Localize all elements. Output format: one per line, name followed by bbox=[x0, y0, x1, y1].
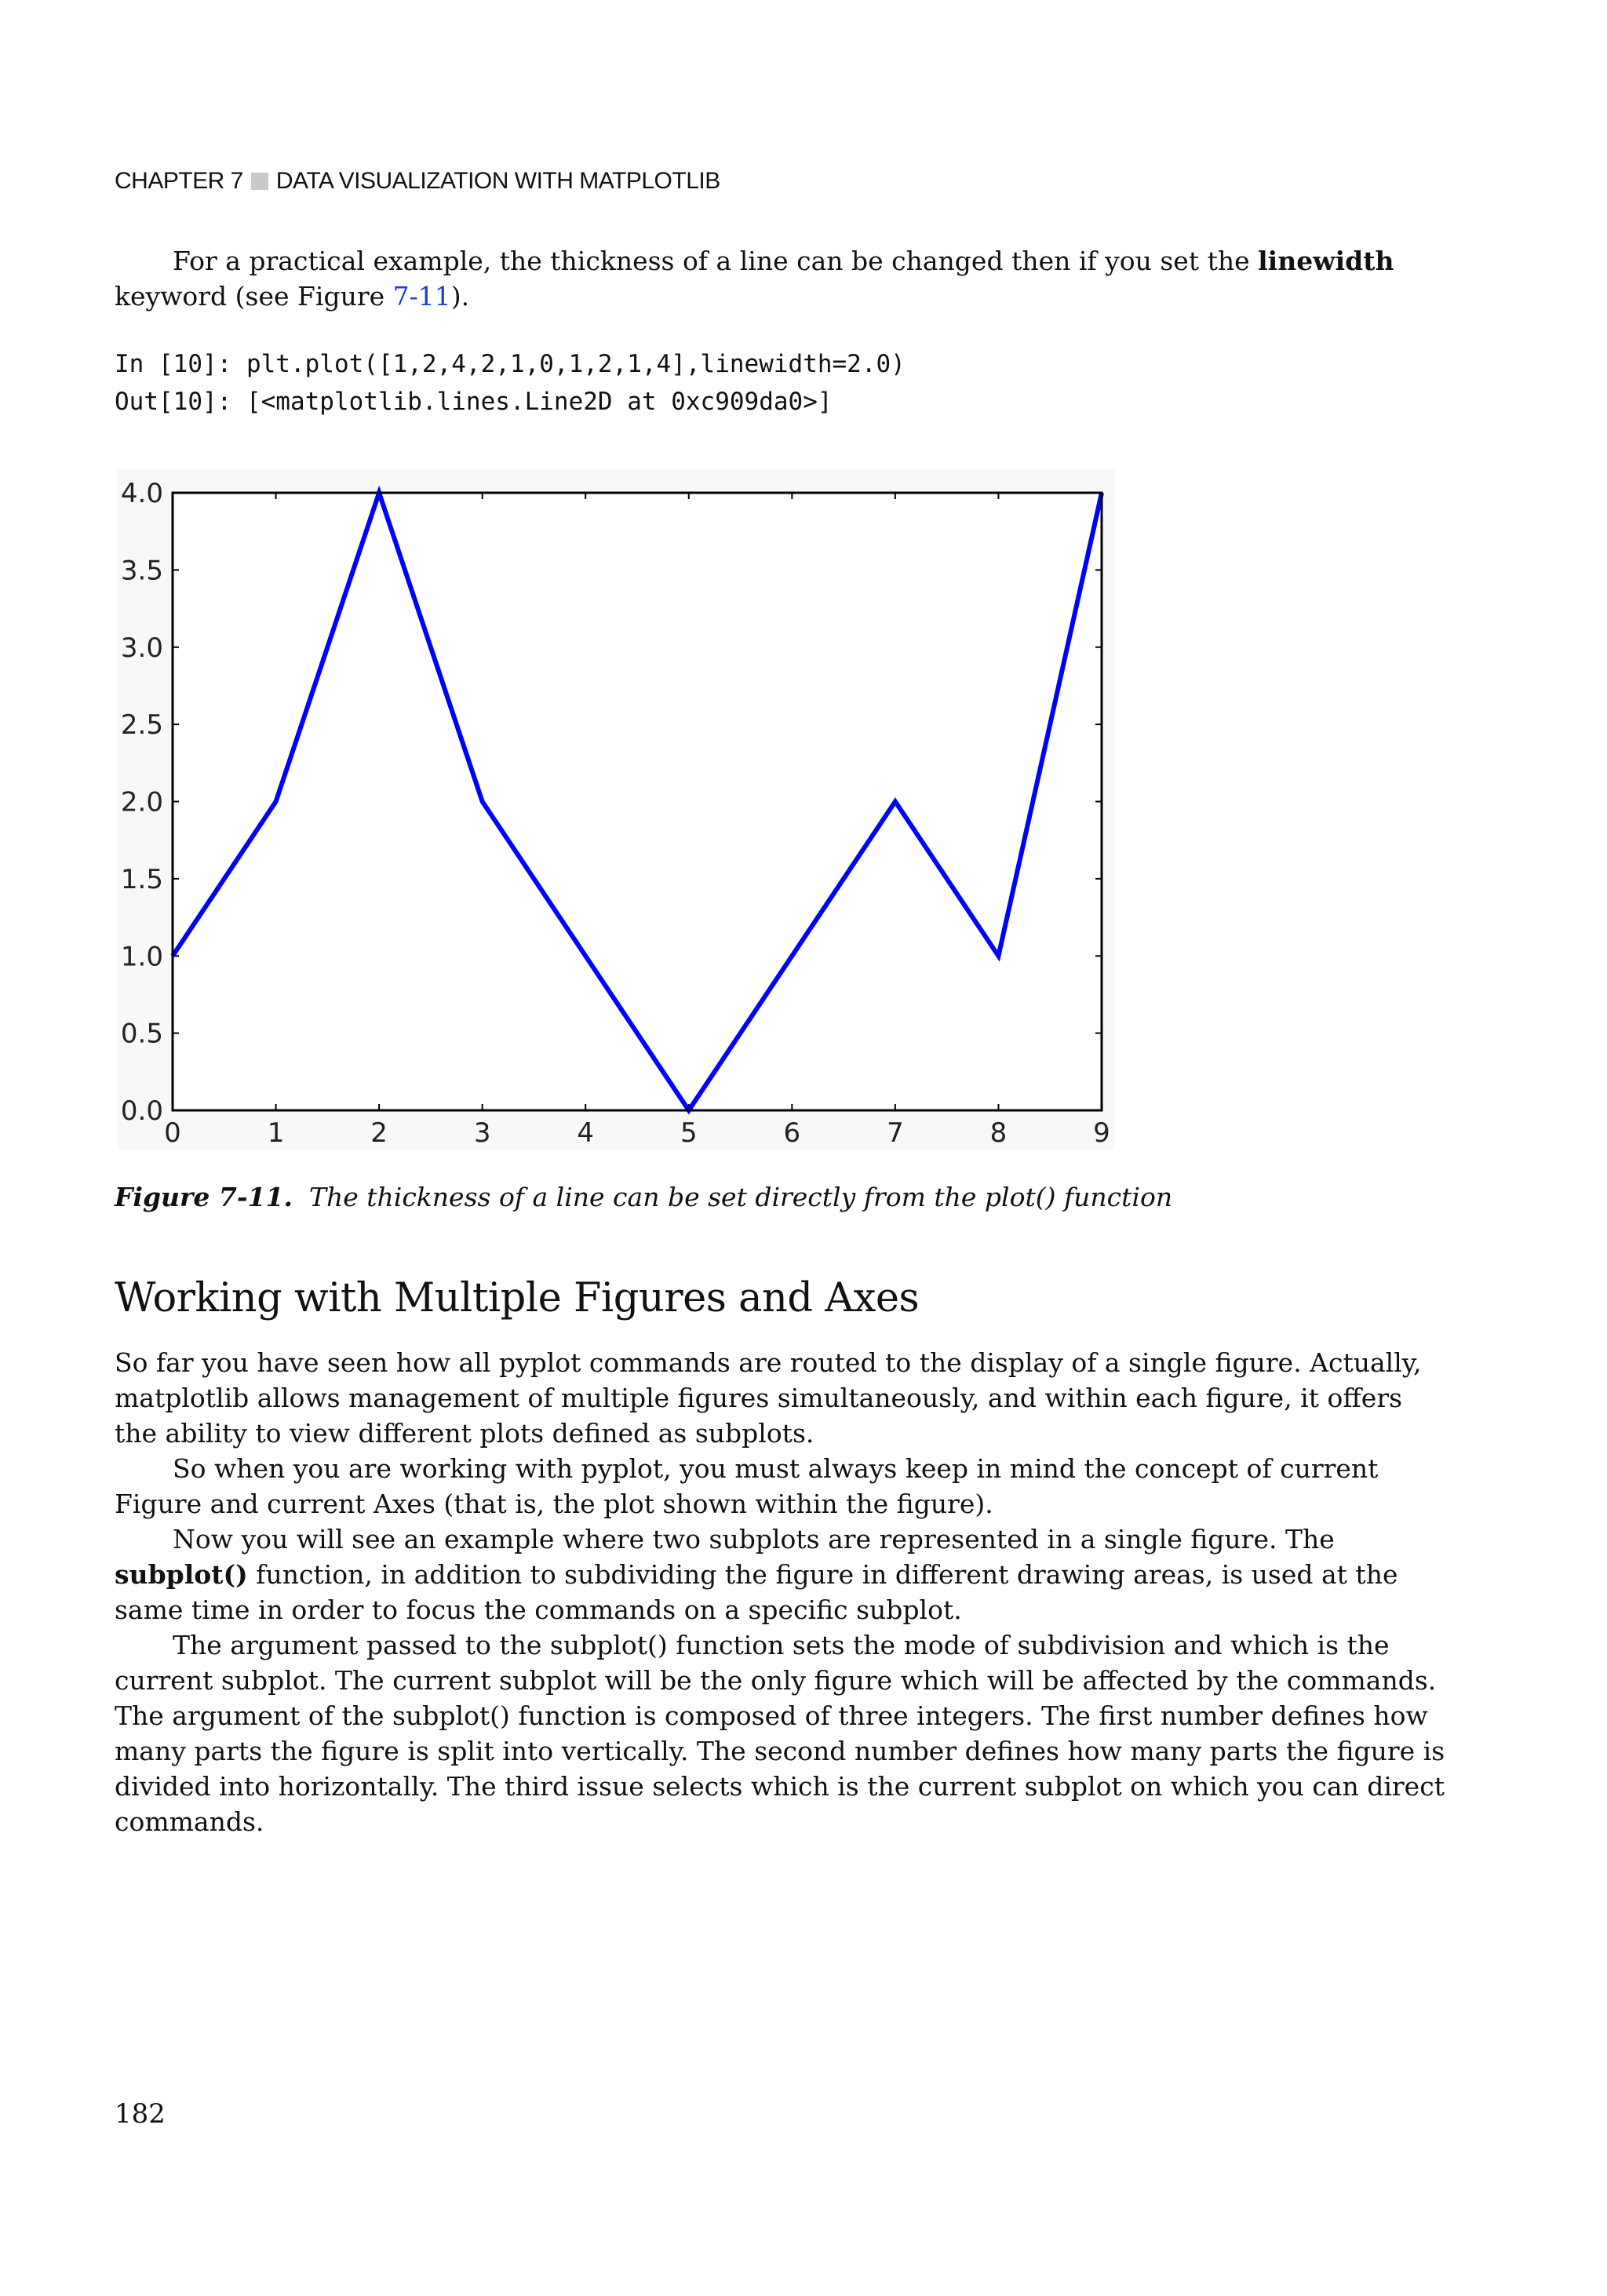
linewidth-keyword: linewidth bbox=[1258, 246, 1394, 276]
y-tick-label: 1.5 bbox=[120, 863, 163, 895]
x-tick-label: 1 bbox=[267, 1117, 285, 1149]
code-block bbox=[115, 345, 906, 421]
chapter-label: CHAPTER 7 bbox=[115, 168, 243, 194]
x-tick-label: 8 bbox=[989, 1117, 1008, 1149]
x-tick-label: 5 bbox=[680, 1117, 698, 1149]
y-tick-label: 3.5 bbox=[120, 555, 163, 587]
x-tick-label: 3 bbox=[473, 1117, 491, 1149]
x-tick-label: 6 bbox=[783, 1117, 801, 1149]
intro-paragraph bbox=[115, 243, 1448, 314]
p3-text-after: function, in addition to subdividing the figure in different drawing areas, is used at the same time in order to focus the commands on a specific subplot. bbox=[115, 1559, 1398, 1625]
x-tick-label: 4 bbox=[577, 1117, 595, 1149]
y-tick-label: 0.5 bbox=[120, 1018, 163, 1050]
section-heading: Working with Multiple Figures and Axes bbox=[115, 1275, 920, 1321]
y-tick-label: 3.0 bbox=[120, 632, 163, 664]
code-output-line: Out[10]: [<matplotlib.lines.Line2D at 0xc909da0>] bbox=[115, 388, 833, 416]
x-tick-label: 0 bbox=[164, 1117, 181, 1149]
intro-text: For a practical example, the thickness of a line can be changed then if you set the bbox=[173, 246, 1259, 276]
figure-label: Figure 7-11. bbox=[115, 1182, 293, 1212]
code-input-line: In [10]: plt.plot([1,2,4,2,1,0,1,2,1,4],linewidth=2.0) bbox=[115, 350, 906, 378]
y-tick-label: 2.5 bbox=[120, 709, 163, 742]
chapter-title: DATA VISUALIZATION WITH MATPLOTLIB bbox=[275, 168, 720, 194]
y-tick-label: 1.0 bbox=[120, 941, 163, 973]
intro-text-end: ). bbox=[450, 281, 470, 312]
plot-area bbox=[173, 493, 1102, 1110]
square-separator-icon bbox=[251, 173, 268, 190]
subplot-keyword: subplot() bbox=[115, 1559, 248, 1590]
body-paragraph-4: The argument passed to the subplot() function sets the mode of subdivision and which is the current subplot. The current subplot will be the only figure which will be affected by the commands. The argument of the subplot() function is composed of three integers. The first number defines how many parts the figure is split into vertically. The second number defines how many parts the figure is divided into horizontally. The third issue selects which is the current subplot on which you can direct commands. bbox=[115, 1630, 1445, 1837]
chart-svg bbox=[110, 455, 1114, 1153]
body-paragraph-1: So far you have seen how all pyplot commands are routed to the display of a single figure. Actually, matplotlib allows management of multiple figures simultaneously, and within each figure, it offers the ability to view different plots defined as subplots. bbox=[115, 1347, 1422, 1449]
p3-text: Now you will see an example where two subplots are represented in a single figure. The bbox=[173, 1524, 1335, 1554]
y-tick-label: 0.0 bbox=[120, 1095, 163, 1127]
x-tick-label: 9 bbox=[1093, 1117, 1110, 1149]
y-tick-label: 4.0 bbox=[120, 478, 163, 509]
page-number: 182 bbox=[115, 2098, 166, 2130]
figure-caption-text: The thickness of a line can be set directly from the plot() function bbox=[308, 1182, 1173, 1212]
figure-caption bbox=[115, 1182, 1172, 1212]
intro-text-after: keyword (see Figure bbox=[115, 281, 393, 312]
body-paragraph-3 bbox=[115, 1522, 1448, 1627]
running-head bbox=[115, 168, 720, 195]
x-tick-label: 2 bbox=[370, 1117, 388, 1149]
line-chart bbox=[110, 455, 1114, 1153]
figure-reference-link[interactable]: 7-11 bbox=[392, 281, 451, 312]
x-tick-label: 7 bbox=[887, 1117, 904, 1149]
y-tick-label: 2.0 bbox=[120, 786, 163, 818]
body-paragraph-2: So when you are working with pyplot, you must always keep in mind the concept of current Figure and current Axes (that is, the plot shown within the figure). bbox=[115, 1453, 1379, 1519]
